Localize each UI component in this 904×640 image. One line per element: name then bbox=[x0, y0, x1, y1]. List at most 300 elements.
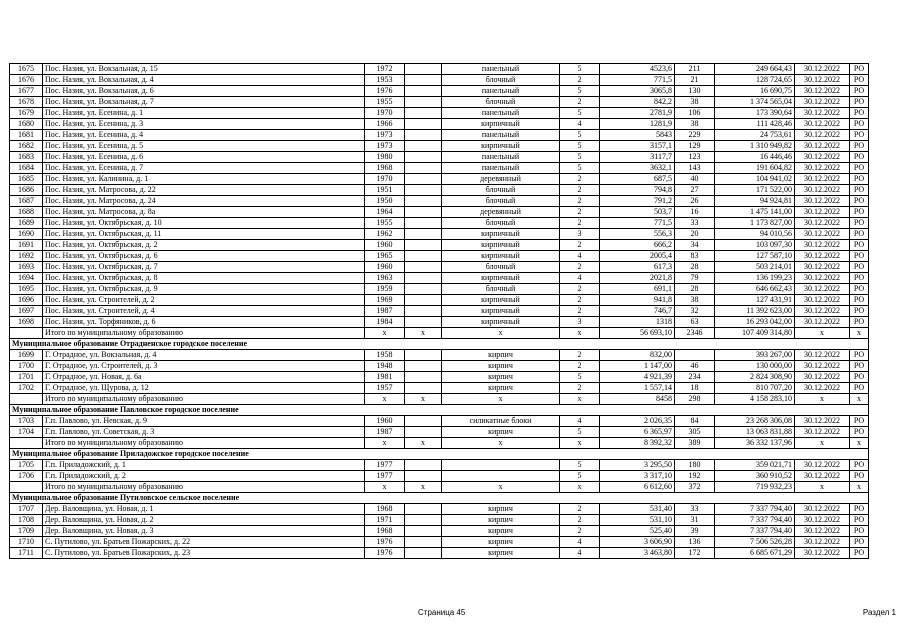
floors-cell: 4 bbox=[560, 416, 600, 427]
section-title: Муниципальное образование Путиловское сельское поселение bbox=[10, 493, 869, 504]
table-body bbox=[10, 64, 869, 559]
floors-cell: 2 bbox=[560, 383, 600, 394]
floors-cell: x bbox=[560, 394, 600, 405]
floors-cell: 2 bbox=[560, 196, 600, 207]
floors-cell: 2 bbox=[560, 350, 600, 361]
address-cell: Пос. Назия, ул. Матросова, д. 22 bbox=[43, 185, 365, 196]
address-cell: Пос. Назия, ул. Есенина, д. 4 bbox=[43, 130, 365, 141]
cost-cell: 104 941,02 bbox=[715, 174, 795, 185]
org-cell: x bbox=[850, 482, 869, 493]
residents-cell: 20 bbox=[675, 229, 715, 240]
residents-cell: 79 bbox=[675, 273, 715, 284]
table-row bbox=[10, 306, 869, 317]
wall-material-cell bbox=[442, 471, 560, 482]
cost-cell: 16 293 042,00 bbox=[715, 317, 795, 328]
org-cell: РО bbox=[850, 141, 869, 152]
row-number: 1696 bbox=[10, 295, 43, 306]
date-cell: 30.12.2022 bbox=[795, 97, 850, 108]
table-row bbox=[10, 427, 869, 438]
extra-year-cell bbox=[405, 548, 442, 559]
extra-year-cell bbox=[405, 218, 442, 229]
row-number: 1706 bbox=[10, 471, 43, 482]
area-cell: 771,5 bbox=[600, 218, 675, 229]
area-cell: 3117,7 bbox=[600, 152, 675, 163]
residents-cell: 31 bbox=[675, 515, 715, 526]
address-cell: Г.п. Приладожский, д. 2 bbox=[43, 471, 365, 482]
cost-cell: 136 199,23 bbox=[715, 273, 795, 284]
wall-material-cell: панельный bbox=[442, 163, 560, 174]
area-cell: 6 612,60 bbox=[600, 482, 675, 493]
floors-cell: 2 bbox=[560, 240, 600, 251]
year-cell: 1958 bbox=[365, 350, 405, 361]
table-row bbox=[10, 75, 869, 86]
year-cell: 1977 bbox=[365, 460, 405, 471]
extra-year-cell bbox=[405, 416, 442, 427]
cost-cell: 646 662,43 bbox=[715, 284, 795, 295]
table-row bbox=[10, 273, 869, 284]
extra-year-cell bbox=[405, 108, 442, 119]
org-cell: РО bbox=[850, 515, 869, 526]
residents-cell: 192 bbox=[675, 471, 715, 482]
year-cell: 1973 bbox=[365, 130, 405, 141]
residents-cell: 34 bbox=[675, 240, 715, 251]
org-cell: РО bbox=[850, 185, 869, 196]
residents-cell: 234 bbox=[675, 372, 715, 383]
wall-material-cell: кирпич bbox=[442, 383, 560, 394]
floors-cell: 2 bbox=[560, 174, 600, 185]
row-number: 1709 bbox=[10, 526, 43, 537]
org-cell: x bbox=[850, 394, 869, 405]
address-cell: Пос. Назия, ул. Матросова, д. 24 bbox=[43, 196, 365, 207]
area-cell: 531,40 bbox=[600, 504, 675, 515]
cost-cell: 7 337 794,40 bbox=[715, 504, 795, 515]
extra-year-cell: x bbox=[405, 438, 442, 449]
floors-cell: 4 bbox=[560, 273, 600, 284]
wall-material-cell: x bbox=[442, 438, 560, 449]
area-cell: 1318 bbox=[600, 317, 675, 328]
residents-cell: 27 bbox=[675, 185, 715, 196]
extra-year-cell bbox=[405, 460, 442, 471]
year-cell: 1976 bbox=[365, 86, 405, 97]
extra-year-cell bbox=[405, 240, 442, 251]
year-cell: 1948 bbox=[365, 361, 405, 372]
date-cell: 30.12.2022 bbox=[795, 526, 850, 537]
floors-cell: x bbox=[560, 438, 600, 449]
address-cell: С. Путилово, ул. Братьев Пожарских, д. 22 bbox=[43, 537, 365, 548]
year-cell: 1977 bbox=[365, 471, 405, 482]
year-cell: 1960 bbox=[365, 262, 405, 273]
cost-cell: 171 522,00 bbox=[715, 185, 795, 196]
floors-cell: 4 bbox=[560, 537, 600, 548]
year-cell: 1950 bbox=[365, 196, 405, 207]
address-cell: Г. Отрадное, ул. Щурова, д. 12 bbox=[43, 383, 365, 394]
cost-cell: 360 910,52 bbox=[715, 471, 795, 482]
residents-cell: 372 bbox=[675, 482, 715, 493]
date-cell: 30.12.2022 bbox=[795, 262, 850, 273]
housing-register-table bbox=[9, 63, 869, 559]
table-row bbox=[10, 108, 869, 119]
address-cell: Г.п. Павлово, ул. Советская, д. 3 bbox=[43, 427, 365, 438]
address-cell: Итого по муниципальному образованию bbox=[43, 438, 365, 449]
cost-cell: 2 824 308,90 bbox=[715, 372, 795, 383]
row-number: 1703 bbox=[10, 416, 43, 427]
table-row bbox=[10, 526, 869, 537]
extra-year-cell bbox=[405, 163, 442, 174]
row-number: 1680 bbox=[10, 119, 43, 130]
org-cell: РО bbox=[850, 207, 869, 218]
wall-material-cell: блочный bbox=[442, 75, 560, 86]
date-cell: 30.12.2022 bbox=[795, 515, 850, 526]
extra-year-cell bbox=[405, 130, 442, 141]
table-row bbox=[10, 240, 869, 251]
floors-cell: 2 bbox=[560, 218, 600, 229]
year-cell: 1970 bbox=[365, 108, 405, 119]
table-row bbox=[10, 185, 869, 196]
org-cell: РО bbox=[850, 350, 869, 361]
year-cell: x bbox=[365, 328, 405, 339]
area-cell: 832,00 bbox=[600, 350, 675, 361]
wall-material-cell: панельный bbox=[442, 86, 560, 97]
date-cell: 30.12.2022 bbox=[795, 130, 850, 141]
area-cell: 56 693,10 bbox=[600, 328, 675, 339]
residents-cell: 298 bbox=[675, 394, 715, 405]
year-cell: 1963 bbox=[365, 273, 405, 284]
extra-year-cell bbox=[405, 537, 442, 548]
year-cell: 1969 bbox=[365, 295, 405, 306]
date-cell: 30.12.2022 bbox=[795, 361, 850, 372]
floors-cell: 5 bbox=[560, 163, 600, 174]
section-header-row bbox=[10, 449, 869, 460]
org-cell: РО bbox=[850, 218, 869, 229]
wall-material-cell: блочный bbox=[442, 97, 560, 108]
org-cell: РО bbox=[850, 548, 869, 559]
address-cell: Дер. Валовщина, ул. Новая, д. 2 bbox=[43, 515, 365, 526]
date-cell: 30.12.2022 bbox=[795, 295, 850, 306]
row-number: 1691 bbox=[10, 240, 43, 251]
extra-year-cell bbox=[405, 284, 442, 295]
org-cell: x bbox=[850, 438, 869, 449]
address-cell: Пос. Назия, ул. Октябрьская, д. 11 bbox=[43, 229, 365, 240]
extra-year-cell bbox=[405, 317, 442, 328]
table-row bbox=[10, 350, 869, 361]
table-row bbox=[10, 295, 869, 306]
table-row bbox=[10, 504, 869, 515]
org-cell: РО bbox=[850, 372, 869, 383]
floors-cell: 5 bbox=[560, 460, 600, 471]
year-cell: 1960 bbox=[365, 416, 405, 427]
area-cell: 691,1 bbox=[600, 284, 675, 295]
row-number: 1682 bbox=[10, 141, 43, 152]
row-number: 1698 bbox=[10, 317, 43, 328]
area-cell: 531,10 bbox=[600, 515, 675, 526]
total-row bbox=[10, 438, 869, 449]
wall-material-cell: кирпичный bbox=[442, 119, 560, 130]
area-cell: 1281,9 bbox=[600, 119, 675, 130]
year-cell: 1976 bbox=[365, 537, 405, 548]
org-cell: РО bbox=[850, 97, 869, 108]
date-cell: 30.12.2022 bbox=[795, 163, 850, 174]
address-cell: Пос. Назия, ул. Есенина, д. 6 bbox=[43, 152, 365, 163]
org-cell: РО bbox=[850, 537, 869, 548]
section-label: Раздел 1 bbox=[862, 608, 896, 617]
year-cell: 1966 bbox=[365, 119, 405, 130]
extra-year-cell bbox=[405, 185, 442, 196]
table-row bbox=[10, 229, 869, 240]
floors-cell: 2 bbox=[560, 526, 600, 537]
address-cell: Пос. Назия, ул. Есенина, д. 3 bbox=[43, 119, 365, 130]
year-cell: x bbox=[365, 482, 405, 493]
year-cell: 1965 bbox=[365, 251, 405, 262]
date-cell: 30.12.2022 bbox=[795, 284, 850, 295]
date-cell: 30.12.2022 bbox=[795, 75, 850, 86]
date-cell: 30.12.2022 bbox=[795, 196, 850, 207]
row-number: 1677 bbox=[10, 86, 43, 97]
table-row bbox=[10, 207, 869, 218]
extra-year-cell bbox=[405, 86, 442, 97]
table-row bbox=[10, 163, 869, 174]
year-cell: 1955 bbox=[365, 97, 405, 108]
org-cell: РО bbox=[850, 504, 869, 515]
wall-material-cell: кирпичный bbox=[442, 229, 560, 240]
year-cell: 1981 bbox=[365, 372, 405, 383]
residents-cell: 143 bbox=[675, 163, 715, 174]
floors-cell: 5 bbox=[560, 64, 600, 75]
address-cell: Пос. Назия, ул. Вокзальная, д. 7 bbox=[43, 97, 365, 108]
table-row bbox=[10, 416, 869, 427]
row-number: 1700 bbox=[10, 361, 43, 372]
cost-cell: 36 332 137,96 bbox=[715, 438, 795, 449]
org-cell: РО bbox=[850, 317, 869, 328]
date-cell: 30.12.2022 bbox=[795, 317, 850, 328]
area-cell: 746,7 bbox=[600, 306, 675, 317]
residents-cell: 21 bbox=[675, 75, 715, 86]
date-cell: 30.12.2022 bbox=[795, 306, 850, 317]
floors-cell: 2 bbox=[560, 504, 600, 515]
row-number: 1702 bbox=[10, 383, 43, 394]
floors-cell: 5 bbox=[560, 152, 600, 163]
residents-cell: 130 bbox=[675, 86, 715, 97]
residents-cell: 28 bbox=[675, 262, 715, 273]
row-number: 1686 bbox=[10, 185, 43, 196]
extra-year-cell bbox=[405, 97, 442, 108]
extra-year-cell bbox=[405, 75, 442, 86]
address-cell: Итого по муниципальному образованию bbox=[43, 328, 365, 339]
wall-material-cell: кирпич bbox=[442, 361, 560, 372]
year-cell: 1973 bbox=[365, 141, 405, 152]
year-cell: 1987 bbox=[365, 306, 405, 317]
org-cell: РО bbox=[850, 130, 869, 141]
residents-cell: 16 bbox=[675, 207, 715, 218]
extra-year-cell bbox=[405, 295, 442, 306]
date-cell: 30.12.2022 bbox=[795, 152, 850, 163]
wall-material-cell: кирпичный bbox=[442, 141, 560, 152]
extra-year-cell: x bbox=[405, 394, 442, 405]
extra-year-cell bbox=[405, 262, 442, 273]
floors-cell: 5 bbox=[560, 108, 600, 119]
date-cell: 30.12.2022 bbox=[795, 350, 850, 361]
cost-cell: 191 604,82 bbox=[715, 163, 795, 174]
extra-year-cell bbox=[405, 64, 442, 75]
table-row bbox=[10, 130, 869, 141]
date-cell: x bbox=[795, 482, 850, 493]
area-cell: 617,3 bbox=[600, 262, 675, 273]
floors-cell: 4 bbox=[560, 548, 600, 559]
area-cell: 3 463,80 bbox=[600, 548, 675, 559]
extra-year-cell bbox=[405, 361, 442, 372]
cost-cell: 127 587,10 bbox=[715, 251, 795, 262]
cost-cell: 107 409 314,80 bbox=[715, 328, 795, 339]
cost-cell: 103 097,30 bbox=[715, 240, 795, 251]
floors-cell: 2 bbox=[560, 361, 600, 372]
org-cell: РО bbox=[850, 108, 869, 119]
table-row bbox=[10, 196, 869, 207]
floors-cell: 2 bbox=[560, 97, 600, 108]
floors-cell: 2 bbox=[560, 284, 600, 295]
row-number: 1679 bbox=[10, 108, 43, 119]
org-cell: РО bbox=[850, 295, 869, 306]
date-cell: 30.12.2022 bbox=[795, 460, 850, 471]
year-cell: 1970 bbox=[365, 174, 405, 185]
year-cell: 1960 bbox=[365, 240, 405, 251]
area-cell: 842,2 bbox=[600, 97, 675, 108]
row-number: 1699 bbox=[10, 350, 43, 361]
year-cell: 1987 bbox=[365, 427, 405, 438]
row-number bbox=[10, 482, 43, 493]
area-cell: 3 317,10 bbox=[600, 471, 675, 482]
extra-year-cell bbox=[405, 251, 442, 262]
extra-year-cell bbox=[405, 229, 442, 240]
residents-cell: 38 bbox=[675, 119, 715, 130]
residents-cell: 305 bbox=[675, 427, 715, 438]
wall-material-cell: кирпичный bbox=[442, 251, 560, 262]
row-number: 1683 bbox=[10, 152, 43, 163]
address-cell: Пос. Назия, ул. Октябрьская, д. 2 bbox=[43, 240, 365, 251]
wall-material-cell: блочный bbox=[442, 284, 560, 295]
table-row bbox=[10, 284, 869, 295]
org-cell: РО bbox=[850, 273, 869, 284]
section-header-row bbox=[10, 493, 869, 504]
area-cell: 2021,8 bbox=[600, 273, 675, 284]
date-cell: 30.12.2022 bbox=[795, 141, 850, 152]
extra-year-cell bbox=[405, 273, 442, 284]
residents-cell bbox=[675, 350, 715, 361]
row-number: 1687 bbox=[10, 196, 43, 207]
cost-cell: 16 690,75 bbox=[715, 86, 795, 97]
wall-material-cell: кирпичный bbox=[442, 317, 560, 328]
row-number: 1685 bbox=[10, 174, 43, 185]
section-title: Муниципальное образование Приладожское городское поселение bbox=[10, 449, 869, 460]
address-cell: Дер. Валовщина, ул. Новая, д. 1 bbox=[43, 504, 365, 515]
year-cell: 1972 bbox=[365, 64, 405, 75]
table-row bbox=[10, 537, 869, 548]
org-cell: РО bbox=[850, 526, 869, 537]
area-cell: 771,5 bbox=[600, 75, 675, 86]
address-cell: Пос. Назия, ул. Матросова, д. 8а bbox=[43, 207, 365, 218]
table-row bbox=[10, 515, 869, 526]
floors-cell: 5 bbox=[560, 427, 600, 438]
cost-cell: 1 374 565,04 bbox=[715, 97, 795, 108]
table-row bbox=[10, 152, 869, 163]
wall-material-cell: кирпич bbox=[442, 537, 560, 548]
floors-cell: 2 bbox=[560, 207, 600, 218]
date-cell: 30.12.2022 bbox=[795, 471, 850, 482]
row-number bbox=[10, 438, 43, 449]
date-cell: 30.12.2022 bbox=[795, 119, 850, 130]
date-cell: 30.12.2022 bbox=[795, 251, 850, 262]
cost-cell: 128 724,65 bbox=[715, 75, 795, 86]
extra-year-cell bbox=[405, 471, 442, 482]
org-cell: РО bbox=[850, 240, 869, 251]
year-cell: x bbox=[365, 438, 405, 449]
org-cell: РО bbox=[850, 471, 869, 482]
row-number: 1711 bbox=[10, 548, 43, 559]
table-row bbox=[10, 460, 869, 471]
residents-cell: 84 bbox=[675, 416, 715, 427]
date-cell: 30.12.2022 bbox=[795, 416, 850, 427]
extra-year-cell bbox=[405, 427, 442, 438]
year-cell: 1957 bbox=[365, 383, 405, 394]
cost-cell: 7 337 794,40 bbox=[715, 515, 795, 526]
residents-cell: 38 bbox=[675, 97, 715, 108]
cost-cell: 249 664,43 bbox=[715, 64, 795, 75]
address-cell: Пос. Назия, ул. Октябрьская, д. 10 bbox=[43, 218, 365, 229]
area-cell: 791,2 bbox=[600, 196, 675, 207]
residents-cell: 32 bbox=[675, 306, 715, 317]
section-header-row bbox=[10, 405, 869, 416]
area-cell: 1 147,00 bbox=[600, 361, 675, 372]
area-cell: 556,3 bbox=[600, 229, 675, 240]
date-cell: 30.12.2022 bbox=[795, 240, 850, 251]
org-cell: РО bbox=[850, 229, 869, 240]
residents-cell: 40 bbox=[675, 174, 715, 185]
area-cell: 503,7 bbox=[600, 207, 675, 218]
cost-cell: 24 753,61 bbox=[715, 130, 795, 141]
row-number: 1704 bbox=[10, 427, 43, 438]
total-row bbox=[10, 482, 869, 493]
date-cell: x bbox=[795, 394, 850, 405]
address-cell: Пос. Назия, ул. Вокзальная, д. 15 bbox=[43, 64, 365, 75]
area-cell: 3 295,50 bbox=[600, 460, 675, 471]
residents-cell: 211 bbox=[675, 64, 715, 75]
wall-material-cell: x bbox=[442, 482, 560, 493]
table-row bbox=[10, 64, 869, 75]
cost-cell: 130 000,00 bbox=[715, 361, 795, 372]
table-row bbox=[10, 383, 869, 394]
address-cell: Г.п. Приладожский, д. 1 bbox=[43, 460, 365, 471]
floors-cell: 4 bbox=[560, 251, 600, 262]
residents-cell: 39 bbox=[675, 526, 715, 537]
address-cell: Пос. Назия, ул. Есенина, д. 5 bbox=[43, 141, 365, 152]
section-title: Муниципальное образование Павловское городское поселение bbox=[10, 405, 869, 416]
cost-cell: 6 685 671,29 bbox=[715, 548, 795, 559]
residents-cell: 38 bbox=[675, 295, 715, 306]
wall-material-cell: панельный bbox=[442, 64, 560, 75]
area-cell: 5843 bbox=[600, 130, 675, 141]
year-cell: 1953 bbox=[365, 75, 405, 86]
wall-material-cell: x bbox=[442, 394, 560, 405]
table-row bbox=[10, 97, 869, 108]
area-cell: 794,8 bbox=[600, 185, 675, 196]
row-number: 1705 bbox=[10, 460, 43, 471]
total-row bbox=[10, 394, 869, 405]
row-number: 1681 bbox=[10, 130, 43, 141]
wall-material-cell: кирпичный bbox=[442, 306, 560, 317]
date-cell: 30.12.2022 bbox=[795, 174, 850, 185]
table-row bbox=[10, 262, 869, 273]
table-row bbox=[10, 471, 869, 482]
floors-cell: 5 bbox=[560, 372, 600, 383]
date-cell: 30.12.2022 bbox=[795, 229, 850, 240]
